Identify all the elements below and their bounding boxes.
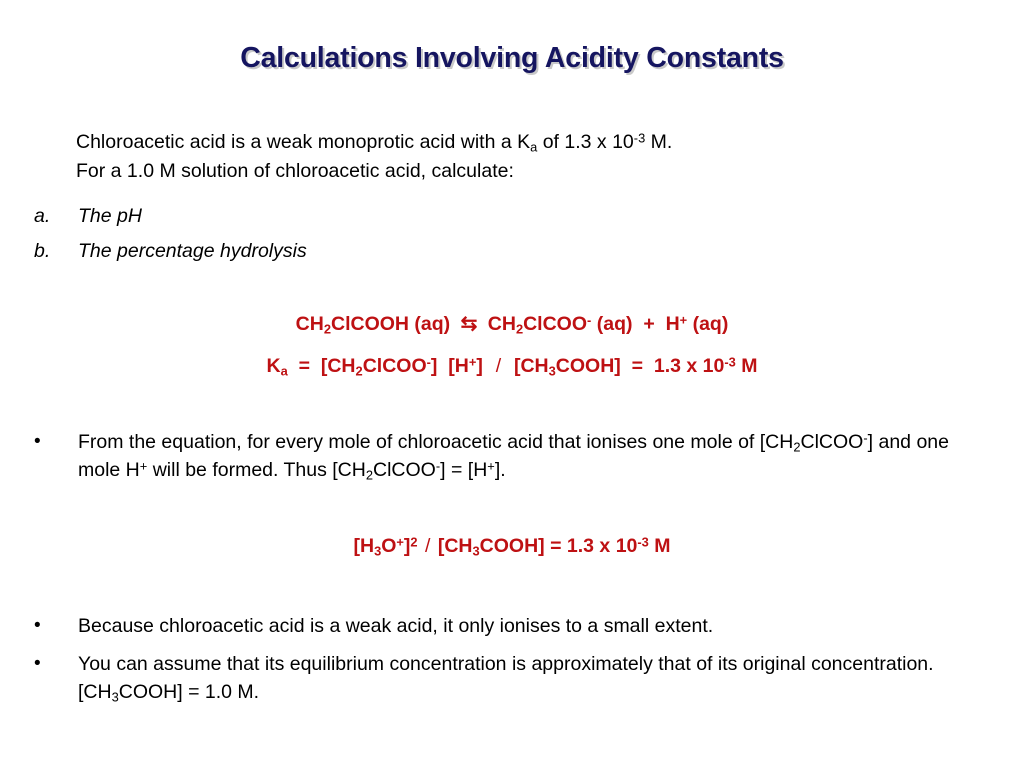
bullet-dot-icon: • xyxy=(34,615,41,636)
b1-text-2: ClCOO xyxy=(800,431,864,453)
bullet-paragraph-3 xyxy=(34,650,984,706)
b1-text-6: ] = [H xyxy=(440,459,488,481)
lettered-list xyxy=(34,199,734,269)
list-item-label: The pH xyxy=(78,205,142,227)
ka-division-slash: / xyxy=(495,355,502,377)
ka-denominator-a: [CH xyxy=(513,355,549,377)
bullet-paragraph-1-text xyxy=(78,428,984,484)
ka-value: 1.3 x 10 xyxy=(653,355,725,377)
b1-text-1: From the equation, for every mole of chloroacetic acid that ionises one mole of [CH xyxy=(78,431,794,453)
ka-proton-charge: + xyxy=(468,354,477,370)
intro-line2: For a 1.0 M solution of chloroacetic acid, calculate: xyxy=(76,160,514,182)
b3-text-1: You can assume that its equilibrium concentration is approximately that of its original concentration. [CH xyxy=(78,653,934,703)
intro-paragraph xyxy=(76,128,956,186)
page-title: Calculations Involving Acidity Constants xyxy=(240,42,784,74)
intro-line1-part-c: M. xyxy=(645,131,673,153)
product-formula-part: CH xyxy=(487,313,516,335)
h3o-open: [H xyxy=(353,535,375,557)
h3o-division-slash: / xyxy=(425,535,431,557)
chemical-equation-reaction xyxy=(0,311,1024,336)
ka-subscript: a xyxy=(280,363,288,379)
b1-sup-4: + xyxy=(487,458,495,474)
ka-denominator-subscript: 3 xyxy=(548,363,556,379)
h3o-denominator-a: [CH xyxy=(437,535,473,557)
h3o-charge: + xyxy=(396,534,404,550)
list-item xyxy=(34,199,734,234)
bullet-dot-icon: • xyxy=(34,431,41,452)
b1-sup-3: - xyxy=(435,458,441,474)
product-formula-rest: ClCOO xyxy=(523,313,588,335)
ka-equals-first: = xyxy=(298,355,311,377)
chemical-equation-h3o xyxy=(0,535,1024,558)
ka-equals-second: = xyxy=(631,355,644,377)
h3o-oxygen: O xyxy=(381,535,397,557)
equilibrium-arrow-icon: ⇆ xyxy=(460,313,478,335)
b1-text-3: ] and one mole H xyxy=(78,431,949,481)
intro-line1-part-a: Chloroacetic acid is a weak monoprotic acid with a K xyxy=(76,131,531,153)
reactant-subscript: 2 xyxy=(323,321,331,337)
b3-sub-1: 3 xyxy=(111,689,119,705)
h3o-value-exponent: -3 xyxy=(637,534,649,550)
ka-value-exponent: -3 xyxy=(724,354,736,370)
list-item xyxy=(34,234,734,269)
h3o-denominator-subscript: 3 xyxy=(472,543,480,559)
proton-symbol: H xyxy=(665,313,680,335)
intro-ka-subscript: a xyxy=(530,139,538,155)
plus-sign: + xyxy=(643,313,655,335)
intro-exponent: -3 xyxy=(633,130,646,146)
ka-numerator-charge: - xyxy=(426,354,431,370)
product-state: (aq) xyxy=(591,313,633,335)
h3o-equals: = xyxy=(550,535,562,557)
reactant-formula-part: CH xyxy=(295,313,324,335)
proton-state: (aq) xyxy=(687,313,729,335)
bullet-dot-icon: • xyxy=(34,653,41,674)
ka-value-unit: M xyxy=(741,355,758,377)
bullet-paragraph-1 xyxy=(34,428,984,484)
b1-text-7: ]. xyxy=(494,459,506,481)
list-item-marker: b. xyxy=(34,240,51,262)
h3o-value: 1.3 x 10 xyxy=(566,535,638,557)
ka-proton-open: [H xyxy=(448,355,469,377)
intro-line1-part-b: of 1.3 x 10 xyxy=(537,131,634,153)
list-item-marker: a. xyxy=(34,205,51,227)
list-item-label: The percentage hydrolysis xyxy=(78,240,307,262)
ka-symbol: K xyxy=(266,355,281,377)
b1-sup-2: + xyxy=(139,458,148,474)
ka-denominator-b: COOH] xyxy=(555,355,621,377)
b1-sup-1: - xyxy=(863,430,868,446)
ka-proton-close: ] xyxy=(476,355,483,377)
h3o-unit: M xyxy=(654,535,671,557)
b3-text-2: COOH] = 1.0 M. xyxy=(118,681,260,703)
ka-numerator-a-subscript: 2 xyxy=(355,363,363,379)
b1-text-4: will be formed. Thus [CH xyxy=(147,459,366,481)
ka-numerator-close: ] xyxy=(430,355,438,377)
ka-numerator-a: [CH xyxy=(320,355,356,377)
b1-sub-1: 2 xyxy=(793,439,801,455)
bullet-paragraph-3-text xyxy=(78,650,984,706)
reactant-formula-rest: ClCOOH (aq) xyxy=(330,313,451,335)
bullet-paragraph-2-text: Because chloroacetic acid is a weak acid, it only ionises to a small extent. xyxy=(78,615,714,637)
h3o-close: ] xyxy=(403,535,411,557)
h3o-subscript: 3 xyxy=(374,543,382,559)
product-subscript: 2 xyxy=(515,321,524,337)
proton-charge: + xyxy=(679,312,688,328)
b1-sub-2: 2 xyxy=(365,467,373,483)
h3o-denominator-b: COOH] xyxy=(479,535,545,557)
bullet-paragraph-2 xyxy=(34,612,984,640)
b1-text-5: ClCOO xyxy=(373,459,436,481)
product-charge: - xyxy=(587,312,592,328)
h3o-power: 2 xyxy=(410,534,418,550)
ka-numerator-b: ClCOO xyxy=(362,355,427,377)
chemical-equation-ka xyxy=(0,355,1024,378)
